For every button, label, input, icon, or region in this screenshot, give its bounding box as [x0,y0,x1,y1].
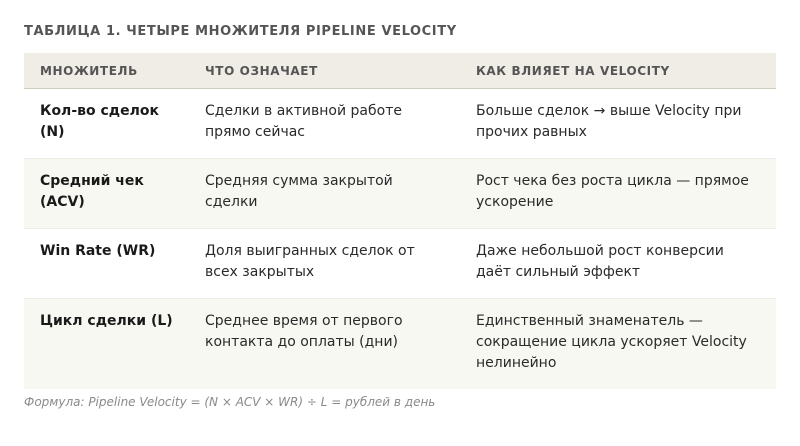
table-caption: ТАБЛИЦА 1. ЧЕТЫРЕ МНОЖИТЕЛЯ PIPELINE VELOCITY [24,24,457,39]
table-row [24,88,776,158]
text-line: даёт сильный эффект [476,263,641,280]
text-line: сделки [205,193,258,210]
text-line: Средняя сумма закрытой [205,172,393,189]
table-header-row [24,53,776,88]
text-line: всех закрытых [205,263,315,280]
text-line: контакта до оплаты (дни) [205,333,399,350]
header-meaning: ЧТО ОЗНАЧАЕТ [205,53,476,88]
text-line: Доля выигранных сделок от [205,242,415,259]
text-line: прочих равных [476,123,587,140]
multiplier-effect [476,158,776,228]
multiplier-meaning [205,228,476,298]
text-line: Единственный знаменатель — [476,312,703,329]
header-effect: КАК ВЛИЯЕТ НА VELOCITY [476,53,776,88]
text-line: прямо сейчас [205,123,305,140]
multiplier-effect [476,228,776,298]
multiplier-effect [476,88,776,158]
multiplier-name [24,228,205,298]
text-line: Сделки в активной работе [205,102,402,119]
table-row [24,228,776,298]
text-line: (ACV) [40,193,85,210]
formula-footnote: Формула: Pipeline Velocity = (N × ACV × WR) ÷ L = рублей в день [24,395,436,409]
text-line: сокращение цикла ускоряет Velocity [476,333,747,350]
text-line: Win Rate (WR) [40,242,156,259]
header-multiplier: МНОЖИТЕЛЬ [24,53,205,88]
text-line: Средний чек [40,172,144,189]
multipliers-table [24,53,776,389]
text-line: нелинейно [476,354,557,371]
multiplier-meaning [205,158,476,228]
multiplier-meaning [205,298,476,389]
text-line: ускорение [476,193,554,210]
multiplier-effect [476,298,776,389]
table-row [24,158,776,228]
text-line: Рост чека без роста цикла — прямое [476,172,749,189]
multiplier-name [24,88,205,158]
text-line: Кол-во сделок [40,102,159,119]
multiplier-name [24,298,205,389]
text-line: Цикл сделки (L) [40,312,173,329]
multiplier-name [24,158,205,228]
multiplier-meaning [205,88,476,158]
text-line: Больше сделок → выше Velocity при [476,102,742,119]
text-line: (N) [40,123,65,140]
text-line: Даже небольшой рост конверсии [476,242,724,259]
table-row [24,298,776,389]
text-line: Среднее время от первого [205,312,403,329]
